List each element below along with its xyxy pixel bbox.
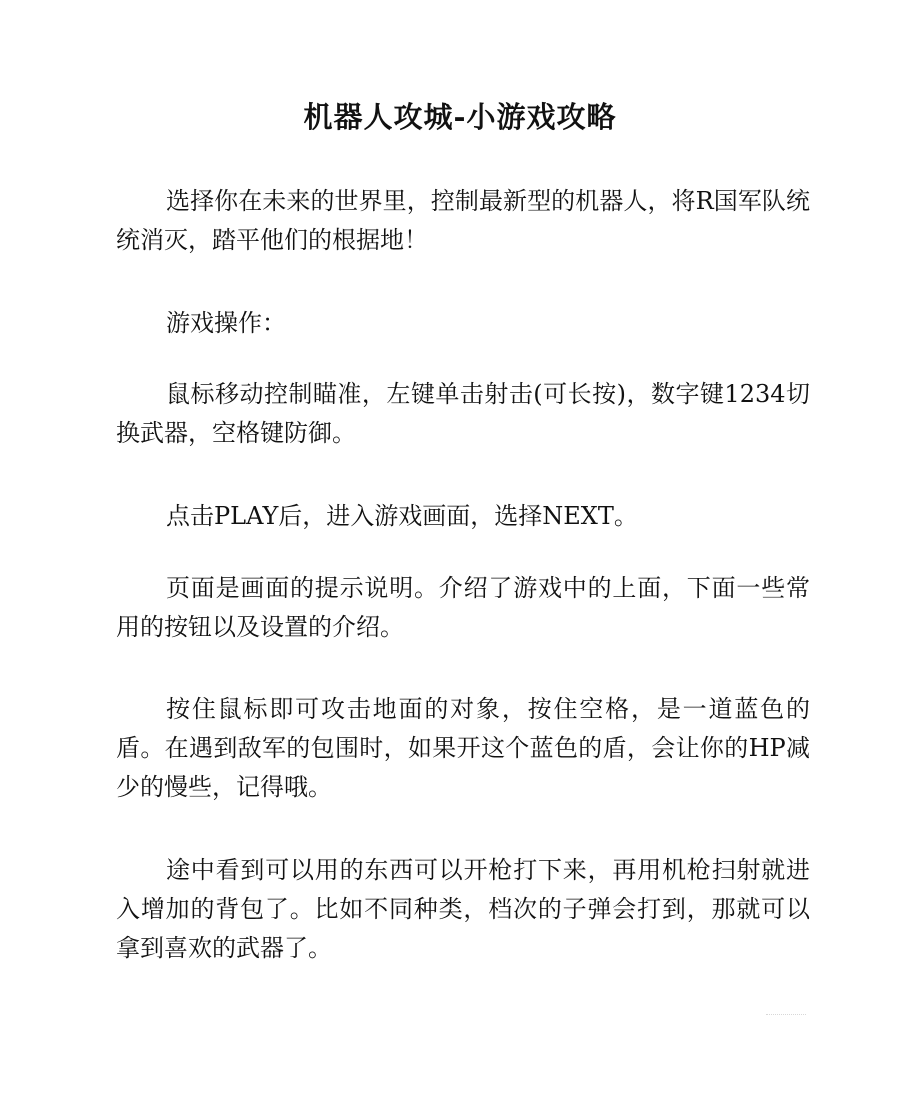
paragraph-controls-heading: 游戏操作：	[166, 309, 286, 337]
document-title: 机器人攻城-小游戏攻略	[303, 100, 617, 134]
paragraph-start: 点击PLAY后，进入游戏画面，选择NEXT。	[166, 502, 638, 530]
paragraph-intro: 选择你在未来的世界里，控制最新型的机器人，将R国军队统统消灭，踏平他们的根据地！	[116, 187, 810, 254]
paragraph-controls: 鼠标移动控制瞄准，左键单击射击(可长按)，数字键1234切换武器，空格键防御。	[116, 380, 810, 447]
paragraph-page-hint: 页面是画面的提示说明。介绍了游戏中的上面，下面一些常用的按钮以及设置的介绍。	[116, 574, 810, 641]
paragraph-shield: 按住鼠标即可攻击地面的对象，按住空格，是一道蓝色的盾。在遇到敌军的包围时，如果开这个蓝色的盾，会让你的HP减少的慢些，记得哦。	[116, 695, 810, 801]
paragraph-items: 途中看到可以用的东西可以开枪打下来，再用机枪扫射就进入增加的背包了。比如不同种类，档次的子弹会打到，那就可以拿到喜欢的武器了。	[116, 856, 810, 962]
faint-page-mark	[766, 1014, 806, 1015]
